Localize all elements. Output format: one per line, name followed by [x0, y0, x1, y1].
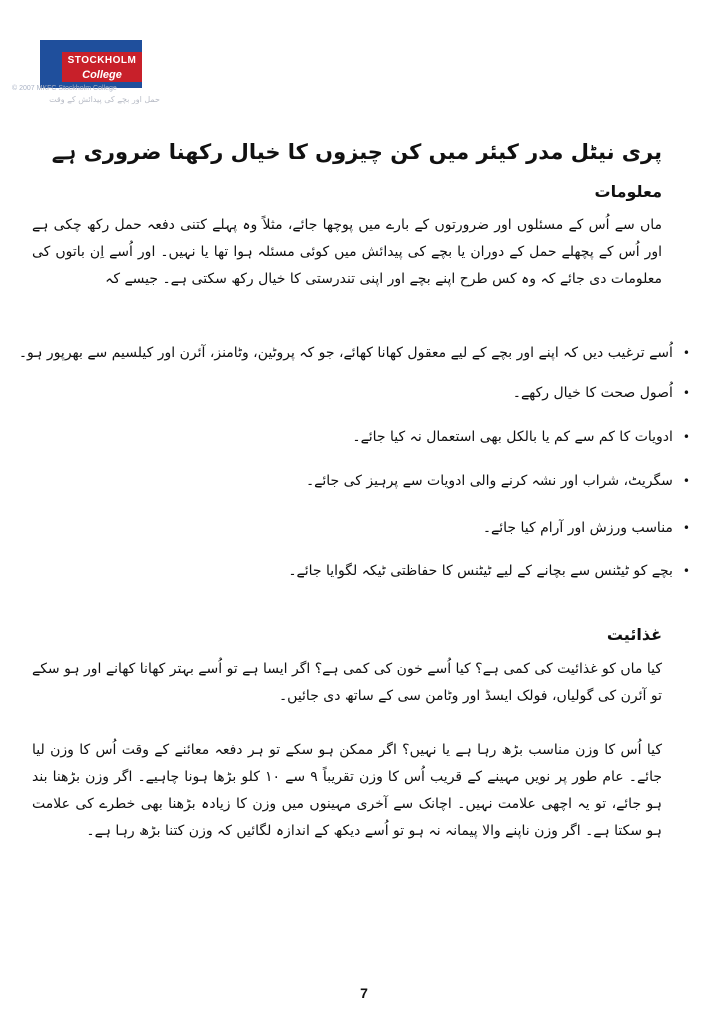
- bullet-item: [513, 383, 690, 403]
- bullet-text: اُصول صحت کا خیال رکھے۔: [512, 385, 673, 401]
- nutrition-paragraph-1: کیا ماں کو غذائیت کی کمی ہے؟ کیا اُسے خون کی کمی ہے؟ اگر ایسا ہے تو اُسے بہتر کھانا کھانے اور ہو سکے تو آئرن کی گولیاں، فولک ایسڈ اور وٹامن سی کے ساتھ دی جائیں۔: [32, 661, 662, 704]
- bullet-dot-icon: •: [682, 521, 690, 535]
- section-heading-information: معلومات: [594, 182, 662, 201]
- bullet-item: [19, 343, 690, 363]
- bullet-item: [352, 427, 690, 447]
- page-number: 7: [360, 985, 368, 1001]
- bullet-text: ادویات کا کم سے کم یا بالکل بھی استعمال نہ کیا جائے۔: [352, 429, 673, 445]
- logo-copyright: © 2007 MKFC Stockholm College: [12, 85, 117, 92]
- information-paragraph: ماں سے اُس کے مسئلوں اور ضرورتوں کے بارے میں پوچھا جائے، مثلاً وہ پہلے کتنی دفعہ حمل رکھ چکی ہے اور اُس کے پچھلے حمل کے دوران یا بچے کی پیدائش میں کوئی مسئلہ ہوا تھا یا نہیں۔ اور اُسے اِن باتوں کی معلومات دی جائے کہ وہ کس طرح اپنے بچے اور اپنی تندرستی کا خیال رکھ سکتی ہے۔ جیسے کہ: [32, 217, 662, 287]
- bullet-dot-icon: •: [682, 386, 690, 400]
- bullet-item: [288, 561, 690, 581]
- bullet-dot-icon: •: [682, 474, 690, 488]
- bullet-dot-icon: •: [682, 564, 690, 578]
- nutrition-paragraph-2: کیا اُس کا وزن مناسب بڑھ رہا ہے یا نہیں؟ اگر ممکن ہو سکے تو ہر دفعہ معائنے کے وقت اُس کا وزن لیا جائے۔ عام طور پر نویں مہینے کے قریب اُس کا وزن تقریباً ۹ سے ۱۰ کلو بڑھا ہونا چاہیے۔ اگر وزن بڑھنا بند ہو جائے، تو یہ اچھی علامت نہیں۔ اچانک سے آخری مہینوں میں وزن کا زیادہ بڑھنا بھی خطرے کی علامت ہو سکتا ہے۔ اگر وزن ناپنے والا پیمانہ نہ ہو تو اُسے دیکھ کے اندازہ لگائیں کہ وزن کتنا بڑھ رہا ہے۔: [32, 742, 662, 839]
- bullet-text: مناسب ورزش اور آرام کیا جائے۔: [482, 520, 673, 536]
- bullet-text: سگریٹ، شراب اور نشہ کرنے والی ادویات سے پرہیز کی جائے۔: [305, 473, 673, 489]
- bullet-text: اُسے ترغیب دیں کہ اپنے اور بچے کے لیے معقول کھانا کھائے، جو کہ پروٹین، وٹامنز، آئرن اور کیلسیم سے بھرپور ہو۔: [18, 345, 673, 361]
- logo-name-line2: College: [82, 69, 122, 81]
- logo-emblem: [40, 40, 142, 88]
- page-title: پری نیٹل مدر کیئر میں کن چیزوں کا خیال رکھنا ضروری ہے: [51, 140, 662, 164]
- bullet-item: [306, 471, 690, 491]
- bullet-item: [483, 518, 690, 538]
- logo-urdu-caption: حمل اور بچے کی پیدائش کے وقت: [49, 95, 160, 104]
- logo-name-line1: STOCKHOLM: [67, 55, 137, 66]
- bullet-dot-icon: •: [682, 346, 690, 360]
- college-logo: [12, 40, 160, 104]
- bullet-dot-icon: •: [682, 430, 690, 444]
- section-heading-nutrition: غذائیت: [606, 625, 662, 644]
- bullet-text: بچے کو ٹیٹنس سے بچانے کے لیے ٹیٹنس کا حفاظتی ٹیکہ لگوایا جائے۔: [288, 563, 673, 579]
- logo-label: [62, 52, 142, 82]
